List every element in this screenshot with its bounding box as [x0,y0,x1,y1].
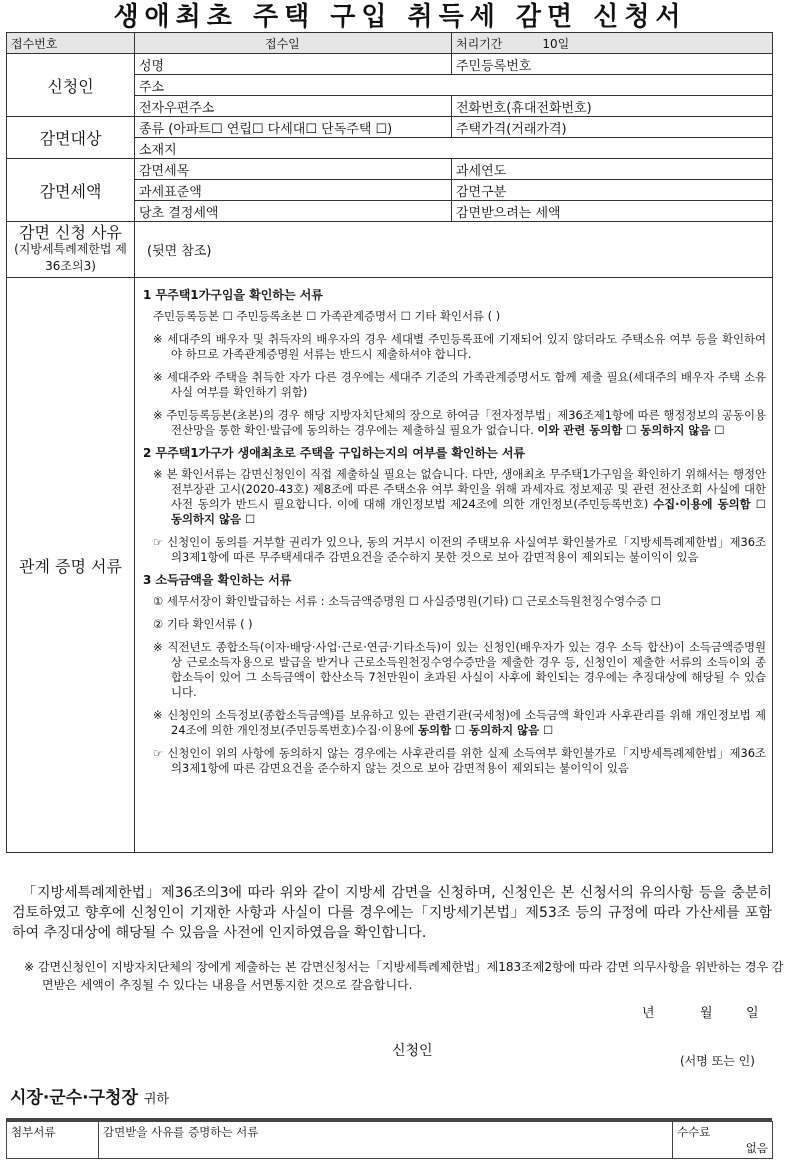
receipt-row [7,33,773,54]
attachment-value: 감면받을 사유를 증명하는 서류 [99,1122,673,1159]
reason-field[interactable]: (뒷면 참조) [135,222,773,278]
attachment-label: 첨부서류 [7,1122,99,1159]
consent-checkbox-1[interactable]: 이와 관련 동의함 ☐ 동의하지 않음 ☐ [537,423,725,437]
section-1-checklist[interactable]: 주민등록등본 ☐ 주민등록초본 ☐ 가족관계증명서 ☐ 기타 확인서류 ( ) [153,309,501,323]
fee-cell: 수수료 없음 [673,1122,773,1159]
original-tax-field[interactable]: 당초 결정세액 [135,201,452,222]
section-3-title: 3 소득금액을 확인하는 서류 [143,573,292,587]
processing-period: 처리기간 10일 [452,33,773,54]
rrn-field[interactable]: 주민등록번호 [452,54,773,75]
section-3-note-3: ☞ 신청인이 위의 사항에 동의하지 않는 경우에는 사후관리를 위한 실제 소득여부 확인불가로「지방세특례제한법」제36조의3제1항에 따른 감면요건을 준수하지 않는 것으로 보아 감면적용이 제외되는 불이익이 있음 [153,746,766,775]
tax-year-field[interactable]: 과세연도 [452,159,773,180]
section-2-title: 2 무주택1가구가 생애최초로 주택을 구입하는지의 여부를 확인하는 서류 [143,446,526,460]
docs-label: 관계 증명 서류 [7,278,135,853]
reduction-category-field[interactable]: 감면구분 [452,180,773,201]
email-field[interactable]: 전자우편주소 [135,96,452,117]
signature-field[interactable]: (서명 또는 인) [680,1054,755,1068]
phone-field[interactable]: 전화번호(휴대전화번호) [452,96,773,117]
applicant-label: 신청인 [7,54,135,117]
house-type-field[interactable]: 종류 (아파트☐ 연립☐ 다세대☐ 단독주택 ☐) [135,117,452,138]
house-price-field[interactable]: 주택가격(거래가격) [452,117,773,138]
target-label: 감면대상 [7,117,135,159]
section-2-note-1: ※ 본 확인서류는 감면신청인이 직접 제출하실 필요는 없습니다. 다만, 생애최초 무주택1가구임을 확인하기 위해서는 행정안전부장관 고시(2020-43호) 제8조에 따른 주택소유 여부 확인을 위해 과세자료 정보제공 및 관련 전산조회 사실에 대한 사전 동의가 반드시 필요합니다. 이에 대해 개인정보법 제24조에 의한 개인정보(주민등록번호) 수집·이용에 동의함 ☐ 동의하지 않음 ☐ [153,467,767,526]
section-2-note-2: ☞ 신청인이 동의를 거부할 권리가 있으나, 동의 거부시 이전의 주택보유 사실여부 확인불가로「지방세특례제한법」제36조의3제1항에 따른 무주택세대주 감면요건을 준수하지 못한 것으로 보아 감면적용이 제외되는 불이익이 있음 [153,535,766,564]
address-field[interactable]: 주소 [135,75,773,96]
tax-label: 감면세액 [7,159,135,222]
addressee: 시장·군수·구청장 귀하 [10,1088,169,1108]
section-3-line-1[interactable]: ① 세무서장이 확인발급하는 서류 : 소득금액증명원 ☐ 사실증명원(기타) ☐ 근로소득원천징수영수증 ☐ [153,594,661,608]
section-3-line-2[interactable]: ② 기타 확인서류 ( ) [153,617,253,631]
date-month[interactable]: 월 [700,1006,713,1021]
attachment-section [6,1118,772,1159]
date-day[interactable]: 일 [746,1006,759,1021]
section-1-note-1: ※ 세대주의 배우자 및 취득자의 배우자의 경우 세대별 주민등록표에 기재되어 있지 않더라도 주택소유 여부 등을 확인하여야 하므로 가족관계증명원 서류는 반드시 제출하셔야 합니다. [153,332,766,361]
section-1-note-3: ※ 주민등록등본(초본)의 경우 해당 지방자치단체의 장으로 하여금「전자정부법」제36조제1항에 따른 행정정보의 공동이용 전산망을 통한 확인·발급에 동의하는 경우에는 제출하실 필요가 없습니다. 이와 관련 동의함 ☐ 동의하지 않음 ☐ [153,408,766,437]
applicant-signature-label: 신청인 [392,1043,433,1059]
tax-item-field[interactable]: 감면세목 [135,159,452,180]
application-form [6,32,772,853]
consent-checkbox-3[interactable]: 동의함 ☐ 동의하지 않음 ☐ [417,723,554,737]
declaration-text: 「지방세특례제한법」제36조의3에 따라 위와 같이 지방세 감면을 신청하며, 신청인은 본 신청서의 유의사항 등을 충분히 검토하였고 향후에 신청인이 기재한 사항과 사실이 다를 경우에는「지방세기본법」제53조 등의 규정에 따라 가산세를 포함하여 추징대상에 해당될 수 있음을 사전에 인지하였음을 확인합니다. [12,885,772,941]
date-year[interactable]: 년 [642,1006,655,1021]
docs-content [135,278,773,853]
section-1-title: 1 무주택1가구임을 확인하는 서류 [143,288,323,302]
section-1-note-2: ※ 세대주와 주택을 취득한 자가 다른 경우에는 세대주 기준의 가족관계증명서도 함께 제출 필요(세대주의 배우자 주택 소유 사실 여부를 확인하기 위함) [153,370,766,399]
notice-text: ※ 감면신청인이 지방자치단체의 장에게 제출하는 본 감면신청서는「지방세특례제한법」제183조제2항에 따라 감면 의무사항을 위반하는 경우 감면받은 세액이 추징될 수 있다는 내용을 서면통지한 것으로 갈음합니다. [24,960,784,992]
receipt-date-label: 접수일 [135,33,452,54]
requested-tax-field[interactable]: 감면받으려는 세액 [452,201,773,222]
location-field[interactable]: 소재지 [135,138,773,159]
reason-label: 감면 신청 사유 (지방세특례제한법 제36조의3) [7,222,135,278]
section-3-note-1: ※ 직전년도 종합소득(이자·배당·사업·근로·연금·기타소득)이 있는 신청인(배우자가 있는 경우 소득 합산)이 소득금액증명원상 근로소득자용으로 발급을 받거나 근로소득원천징수영수증만을 제출한 경우 등, 신청인이 제출한 서류의 소득이외 종합소득이 있어 그 소득금액이 합산소득 7천만원이 초과된 사실이 사후에 확인되는 경우에는 추징대상에 해당될 수 있습니다. [153,640,766,699]
section-3-note-2: ※ 신청인의 소득정보(종합소득금액)를 보유하고 있는 관련기관(국세청)에 소득금액 확인과 사후관리를 위해 개인정보법 제24조에 의한 개인정보(주민등록번호)수집·이용에 동의함 ☐ 동의하지 않음 ☐ [153,708,766,737]
receipt-no-label: 접수번호 [7,33,135,54]
tax-base-field[interactable]: 과세표준액 [135,180,452,201]
consent-checkbox-2[interactable]: 수집·이용에 동의함 ☐ 동의하지 않음 ☐ [171,497,767,526]
name-field[interactable]: 성명 [135,54,452,75]
form-title: 생애최초 주택 구입 취득세 감면 신청서 [113,2,687,32]
